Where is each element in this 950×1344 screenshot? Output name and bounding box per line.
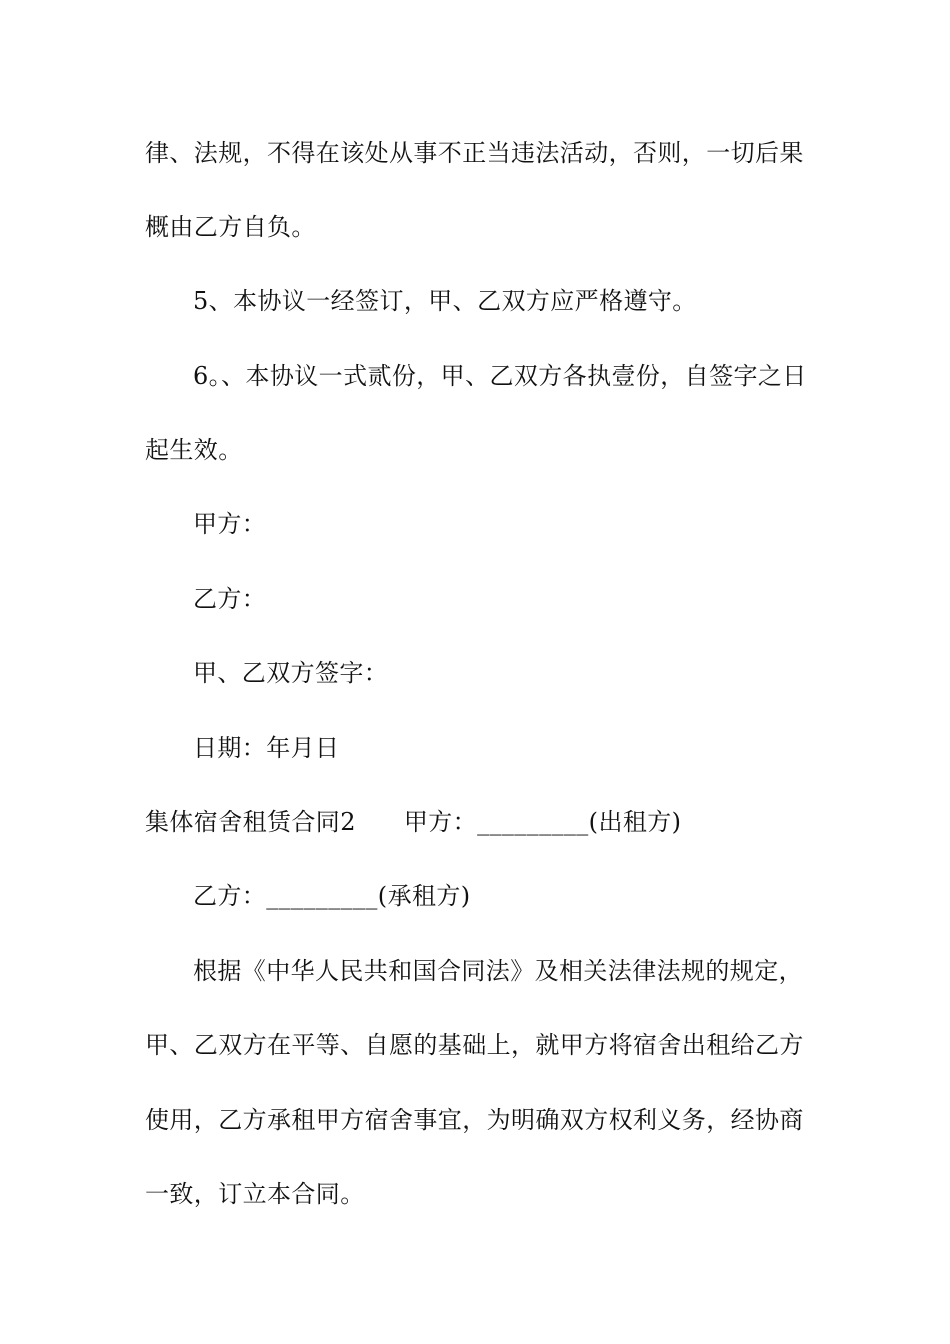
text-line: 律、法规，不得在该处从事不正当违法活动，否则，一切后果 (145, 139, 804, 167)
party-a-label: 甲方： (193, 510, 267, 538)
text-line: 使用，乙方承租甲方宿舍事宜，为明确双方权利义务，经协商 (145, 1106, 804, 1134)
party-b-label: 乙方： (193, 585, 267, 613)
text-line: 甲、乙双方在平等、自愿的基础上，就甲方将宿舍出租给乙方 (145, 1031, 804, 1059)
contract-2-party-b: 乙方：_________(承租方) (193, 882, 471, 910)
clause-6: 6。、本协议一式贰份，甲、乙双方各执壹份，自签字之日 (193, 362, 807, 390)
contract-2-intro: 根据《中华人民共和国合同法》及相关法律法规的规定， (193, 957, 803, 985)
date-label: 日期：年月日 (193, 734, 340, 762)
clause-5: 5、本协议一经签订，甲、乙双方应严格遵守。 (193, 287, 697, 315)
contract-2-header (145, 806, 815, 838)
text-line: 概由乙方自负。 (145, 213, 316, 241)
text-line: 起生效。 (145, 436, 243, 464)
contract-2-title: 集体宿舍租赁合同2 (145, 808, 356, 836)
text-line: 一致，订立本合同。 (145, 1180, 365, 1208)
contract-2-party-a: 甲方：_________(出租方) (403, 808, 682, 836)
signature-label: 甲、乙双方签字： (193, 659, 389, 687)
